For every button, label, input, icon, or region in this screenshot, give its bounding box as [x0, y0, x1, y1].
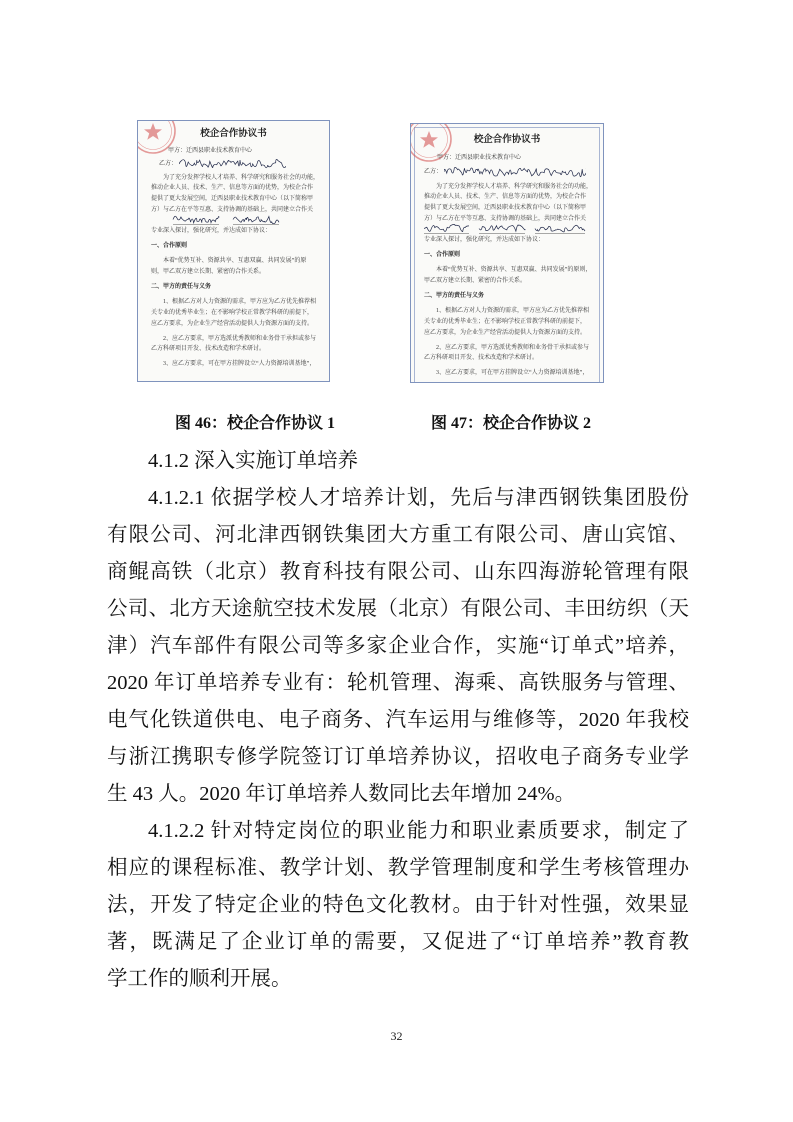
document-line: 关专业的优秀毕业生；在不影响学校正常教学科研的前提下，: [424, 319, 587, 326]
document-line: 乙方科研项目开发、技术改造和学术研讨。: [151, 346, 266, 353]
document-paragraph: [151, 256, 325, 277]
party-a-line: 甲方：迁西县职业技术教育中心: [437, 155, 522, 161]
document-title: 校企合作协议书: [473, 135, 541, 145]
document-paragraph: [424, 343, 599, 364]
document-line: 专业深入探讨，强化研究，并达成如下协议：: [424, 237, 545, 244]
document-line: 甲乙双方建立长期、紧密的合作关系。: [424, 278, 527, 285]
document-body: [151, 173, 325, 374]
document-line: 1、根据乙方对人力资源的需求，甲方应为乙方优先推荐相: [436, 308, 590, 315]
paragraph-line: 商鲲高铁（北京）教育科技有限公司、山东四海游轮管理有限: [107, 561, 689, 583]
document-line: 关专业的优秀毕业生；在不影响学校正常教学科研的前提下，: [151, 310, 314, 317]
document-line: 为了充分发挥学校人才培养、科学研究和服务社会的功能，: [436, 183, 593, 190]
document-line: 2、应乙方要求，甲方选派优秀教师和业务骨干承担或参与: [436, 344, 590, 351]
document-line: 乙方科研项目开发、技术改造和学术研讨。: [424, 355, 539, 362]
document-paragraph: [151, 334, 325, 355]
paragraph-line: 学工作的顺利开展。: [107, 968, 292, 990]
document-line: 提供了更大发展空间，迁西县职业技术教育中心（以下简称甲: [151, 195, 314, 202]
paragraph-line: 法，开发了特定企业的特色文化教材。由于针对性强，效果显: [107, 894, 689, 916]
handwritten-line: [151, 215, 325, 226]
paragraph: [107, 813, 689, 998]
document-paragraph: [424, 265, 599, 286]
section-heading: 4.1.2 深入实施订单培养: [148, 450, 359, 472]
document-section-heading: 一、合作原则: [424, 251, 461, 258]
handwritten-company-name: [444, 165, 586, 179]
document-line: 本着“优势互补、资源共享、互惠双赢、共同发展”的原: [163, 258, 307, 265]
handwriting-stroke: [424, 225, 469, 232]
document-paragraph: [424, 306, 599, 338]
handwritten-majors: [151, 214, 317, 225]
document-line: 2、应乙方要求，甲方选派优秀教师和业务骨干承担或参与: [163, 335, 317, 342]
document-line: 3、应乙方要求，可在甲方挂牌设立“人力资源培训基地”，: [163, 360, 316, 367]
paragraph-line: 著，既满足了企业订单的需要，又促进了“订单培养”教育教: [107, 931, 689, 953]
document-body: [424, 182, 599, 383]
handwritten-majors: [424, 223, 590, 234]
document-line: 应乙方要求，为企业生产经营活动提供人力资源方面的支持。: [424, 329, 587, 336]
figure-caption: 图 46：校企合作协议 1: [175, 415, 336, 432]
document-line: 方）与乙方在平等互惠、支持协调的基础上，共同建立合作关: [424, 215, 587, 222]
document-line: 本着“优势互补、资源共享、互惠双赢、共同发展”的原则，: [436, 267, 592, 274]
paragraph-line: 相应的课程标准、教学计划、教学管理制度和学生考核管理办: [107, 857, 689, 879]
handwriting-stroke: [444, 167, 586, 176]
document-line: 应乙方要求，为企业生产经营活动提供人力资源方面的支持。: [151, 320, 314, 327]
document-section-heading: 二、甲方的责任与义务: [424, 292, 485, 299]
handwritten-line: [424, 224, 599, 235]
handwriting-stroke: [479, 225, 525, 231]
paragraph-line: 电气化铁道供电、电子商务、汽车运用与维修等，2020 年我校: [107, 709, 689, 731]
document-line: 1、根据乙方对人力资源的需求，甲方应为乙方优先推荐相: [163, 299, 317, 306]
paragraph-line: 有限公司、河北津西钢铁集团大方重工有限公司、唐山宾馆、: [107, 524, 689, 546]
document-line: 推动企业人员、技术、生产、信息等方面的优势，为校企合作: [151, 185, 314, 192]
document-line: 为了充分发挥学校人才培养、科学研究和服务社会的功能，: [163, 174, 320, 181]
paragraph-line: 与浙江携职专修学院签订订单培养协议，招收电子商务专业学: [107, 746, 689, 768]
document-paragraph: [424, 368, 599, 379]
document-title: 校企合作协议书: [200, 129, 267, 139]
document-line: 3、应乙方要求，可在甲方挂牌设立“人力资源培训基地”，: [436, 369, 589, 376]
handwritten-company-name: [179, 157, 286, 171]
document-paragraph: [151, 297, 325, 329]
document-line: 则，甲乙双方建立长期、紧密的合作关系。: [151, 269, 266, 276]
party-a-line: 甲方：迁西县职业技术教育中心: [168, 148, 253, 154]
paragraph-line: 生 43 人。2020 年订单培养人数同比去年增加 24%。: [107, 783, 576, 805]
paragraph-line: 2020 年订单培养专业有：轮机管理、海乘、高铁服务与管理、: [107, 672, 689, 694]
handwriting-stroke: [535, 226, 585, 233]
document-section-heading: 二、甲方的责任与义务: [151, 283, 212, 290]
document-line: 方）与乙方在平等互惠、支持协调的基础上，共同建立合作关: [151, 206, 314, 213]
paragraph-line: 公司、北方天途航空技术发展（北京）有限公司、丰田纺织（天: [107, 598, 689, 620]
document-line: 专业深入探讨，强化研究，并达成如下协议：: [151, 228, 272, 235]
document-paragraph: [151, 359, 325, 370]
paragraph-line: 4.1.2.2 针对特定岗位的职业能力和职业素质要求，制定了: [148, 820, 689, 842]
document-section-heading: 一、合作原则: [151, 242, 188, 249]
agreement-scan-1: [137, 120, 330, 382]
paragraph-line: 津）汽车部件有限公司等多家企业合作，实施“订单式”培养，: [107, 635, 689, 657]
document-line: 推动企业人员、技术、生产、信息等方面的优势，为校企合作: [424, 194, 587, 201]
party-b-label: 乙方：: [424, 169, 443, 175]
agreement-scan-2: [410, 123, 604, 383]
body-text: [107, 443, 689, 998]
handwriting-stroke: [173, 217, 219, 224]
figure-caption: 图 47：校企合作协议 2: [431, 415, 592, 432]
page-number: 32: [390, 1029, 403, 1043]
paragraph-line: 4.1.2.1 依据学校人才培养计划，先后与津西钢铁集团股份: [148, 487, 689, 509]
paragraph: [107, 480, 689, 813]
handwriting-stroke: [233, 217, 279, 224]
handwriting-stroke: [179, 159, 286, 167]
document-line: 提供了更大发展空间，迁西县职业技术教育中心（以下简称甲: [424, 204, 587, 211]
party-b-label: 乙方：: [159, 161, 178, 167]
